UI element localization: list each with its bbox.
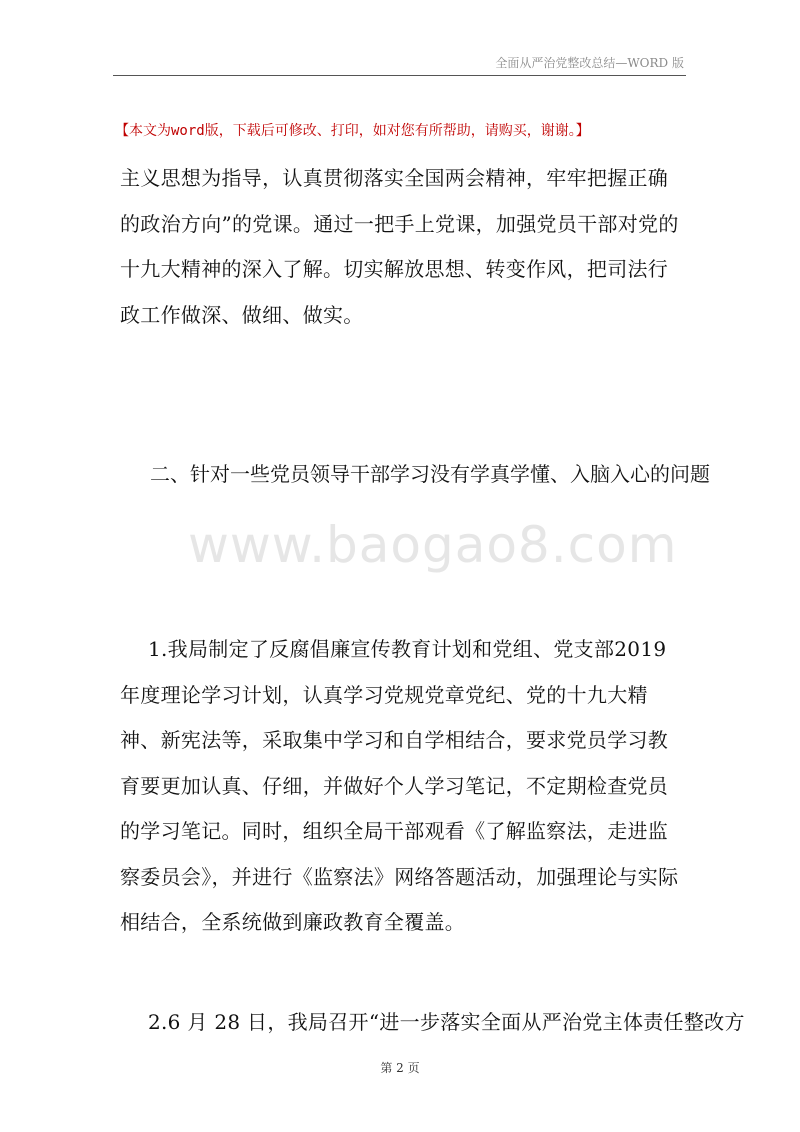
watermark-text: www.baogao8.com [188,516,678,574]
paragraph-item-2: 2.6 月 28 日，我局召开“进一步落实全面从严治党主体责任整改方 [148,1010,745,1034]
page-number: 第 2 页 [380,1061,420,1075]
document-header-title: 全面从严治党整改总结—WORD 版 [495,56,684,70]
header-divider [113,75,686,76]
download-notice: 【本文为word版，下载后可修改、打印，如对您有所帮助，请购买，谢谢。】 [115,123,590,139]
paragraph-item-1: 1.我局制定了反腐倡廉宣传教育计划和党组、党支部2019年度理论学习计划，认真学习党规党章党纪、党的十九大精神、新宪法等，采取集中学习和自学相结合，要求党员学习教育要更加认真、仔细，并做好个人学习笔记，不定期检查党员的学习笔记。同时，组织全局干部观看《了解监察法，走进监察委员会》，并进行《监察法》网络答题活动，加强理论与实际相结合，全系统做到廉政教育全覆盖。 [120,637,679,934]
paragraph-continuation: 主义思想为指导，认真贯彻落实全国两会精神，牢牢把握正确的政治方向”的党课。通过一把手上党课，加强党员干部对党的十九大精神的深入了解。切实解放思想、转变作风，把司法行政工作做深、做细、做实。 [120,166,679,327]
section-heading: 二、针对一些党员领导干部学习没有学真学懂、入脑入心的问题 [150,462,710,486]
